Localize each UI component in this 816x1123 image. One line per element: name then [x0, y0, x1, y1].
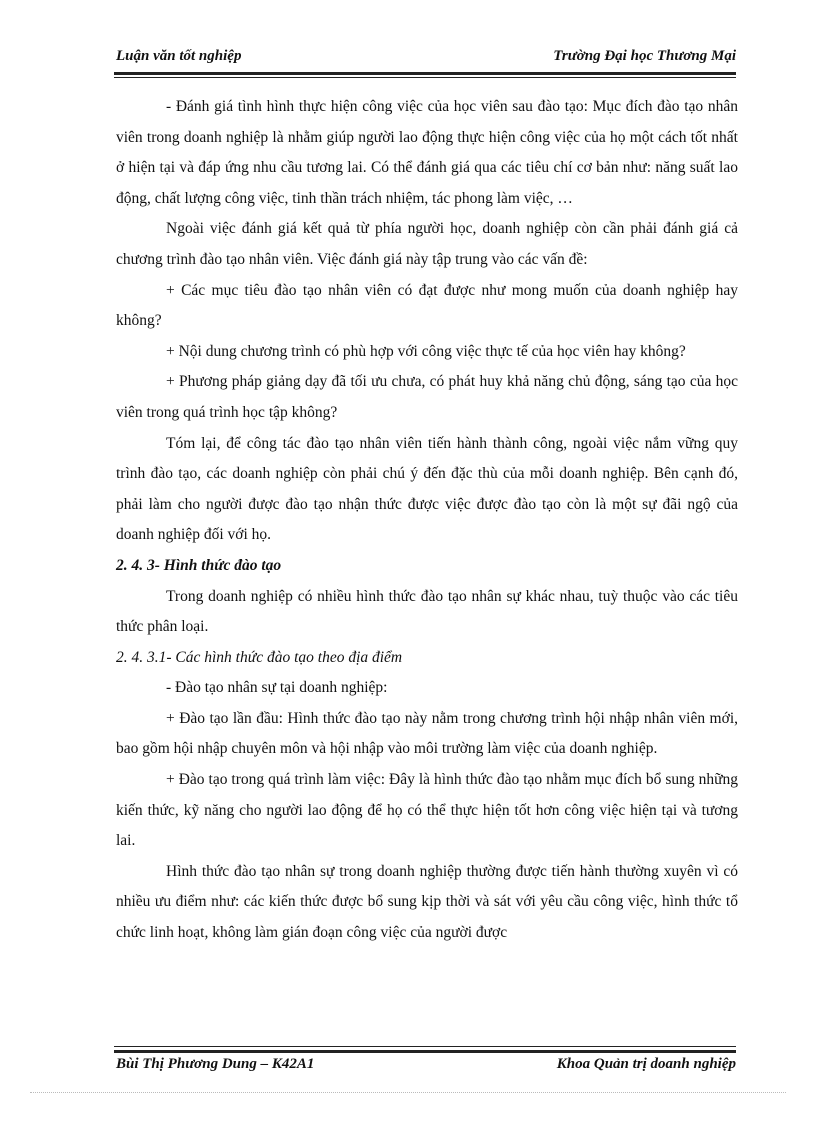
footer-rule-thin	[114, 1046, 736, 1047]
bullet-on-the-job-training: + Đào tạo trong quá trình làm việc: Đây là hình thức đào tạo nhằm mục đích bổ sung những kiến thức, kỹ năng cho người lao động để họ có thể thực hiện tốt hơn công việc hiện tại và tương lai.	[116, 771, 738, 850]
header-rule-thick	[114, 72, 736, 75]
page-boundary-line	[30, 1092, 786, 1093]
page-header	[116, 48, 736, 68]
header-university: Trường Đại học Thương Mại	[553, 48, 736, 64]
paragraph-evaluation: - Đánh giá tình hình thực hiện công việc của học viên sau đào tạo: Mục đích đào tạo nhân viên trong doanh nghiệp là nhằm giúp người lao động thực hiện công việc của họ một cách tốt nhất ở hiện tại và đáp ứng nhu cầu tương lai. Có thể đánh giá qua các tiêu chí cơ bản như: năng suất lao động, chất lượng công việc, tinh thần trách nhiệm, tác phong làm việc, …	[116, 98, 738, 207]
paragraph-training-forms-intro: Trong doanh nghiệp có nhiều hình thức đào tạo nhân sự khác nhau, tuỳ thuộc vào các tiêu thức phân loại.	[116, 587, 738, 636]
bullet-content: + Nội dung chương trình có phù hợp với công việc thực tế của học viên hay không?	[166, 342, 686, 360]
footer-faculty: Khoa Quản trị doanh nghiệp	[556, 1056, 736, 1072]
paragraph-onsite-training: - Đào tạo nhân sự tại doanh nghiệp:	[166, 679, 388, 697]
footer-author: Bùi Thị Phương Dung – K42A1	[116, 1056, 315, 1072]
paragraph-advantages: Hình thức đào tạo nhân sự trong doanh nghiệp thường được tiến hành thường xuyên vì có nhiều ưu điểm như: các kiến thức được bổ sung kịp thời và sát với yêu cầu công việc, hình thức tổ chức linh hoạt, không làm gián đoạn công việc của người được	[116, 862, 738, 942]
page-footer	[116, 1056, 736, 1076]
subsection-heading-by-location: 2. 4. 3.1- Các hình thức đào tạo theo địa điểm	[116, 648, 403, 666]
bullet-method: + Phương pháp giảng dạy đã tối ưu chưa, có phát huy khả năng chủ động, sáng tạo của học viên trong quá trình học tập không?	[116, 373, 738, 421]
document-body	[116, 92, 738, 949]
paragraph-program-evaluation: Ngoài việc đánh giá kết quả từ phía người học, doanh nghiệp còn cần phải đánh giá cả chương trình đào tạo nhân viên. Việc đánh giá này tập trung vào các vấn đề:	[116, 220, 738, 268]
bullet-objectives: + Các mục tiêu đào tạo nhân viên có đạt được như mong muốn của doanh nghiệp hay không?	[116, 281, 738, 330]
section-heading-training-forms: 2. 4. 3- Hình thức đào tạo	[116, 556, 282, 574]
header-rule-thin	[114, 77, 736, 78]
paragraph-summary: Tóm lại, để công tác đào tạo nhân viên tiến hành thành công, ngoài việc nắm vững quy trình đào tạo, các doanh nghiệp còn phải chú ý đến đặc thù của mỗi doanh nghiệp. Bên cạnh đó, phải làm cho người được đào tạo nhận thức được việc được đào tạo còn là một sự đãi ngộ của doanh nghiệp đối với họ.	[116, 434, 738, 544]
header-thesis-title: Luận văn tốt nghiệp	[116, 48, 242, 64]
footer-rule-thick	[114, 1050, 736, 1053]
bullet-initial-training: + Đào tạo lần đầu: Hình thức đào tạo này nằm trong chương trình hội nhập nhân viên mới, bao gồm hội nhập chuyên môn và hội nhập vào môi trường làm việc của doanh nghiệp.	[116, 709, 738, 758]
